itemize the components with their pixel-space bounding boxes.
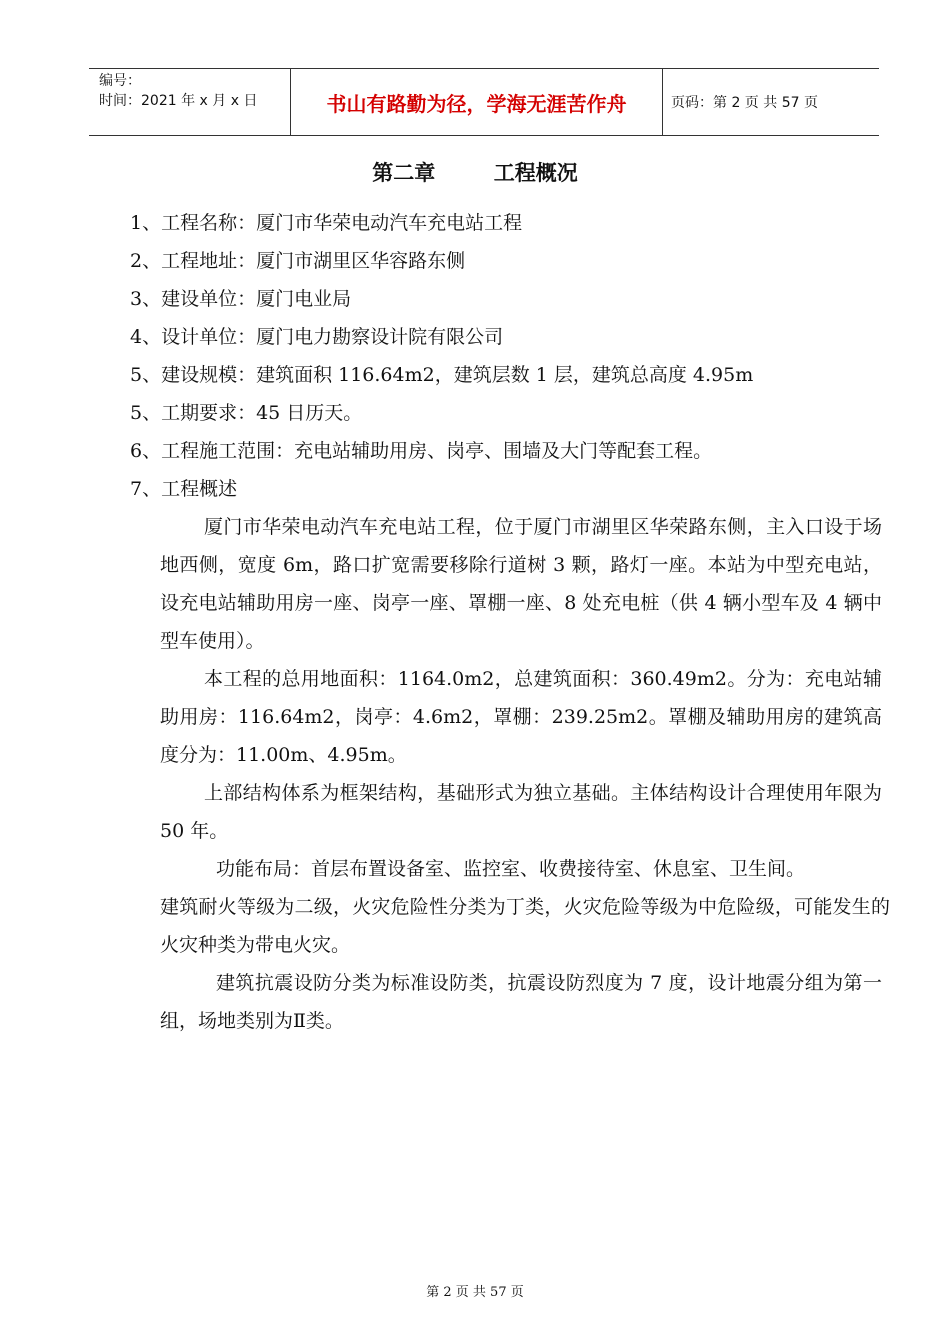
- page-header: [89, 68, 879, 136]
- list-item: 4、设计单位：厦门电力勘察设计院有限公司: [130, 326, 504, 348]
- time-label: 时间：2021 年 x 月 x 日: [99, 93, 258, 109]
- list-item: 6、工程施工范围：充电站辅助用房、岗亭、围墙及大门等配套工程。: [130, 440, 713, 462]
- header-page-info: 页码：第 2 页 共 57 页: [671, 95, 818, 111]
- list-item: 1、工程名称：厦门市华荣电动汽车充电站工程: [130, 212, 523, 234]
- header-meta: [89, 69, 291, 135]
- list-item: 5、工期要求：45 日历天。: [130, 402, 363, 424]
- list-item: 3、建设单位：厦门电业局: [130, 288, 352, 310]
- paragraph-layout: 功能布局：首层布置设备室、监控室、收费接待室、休息室、卫生间。: [216, 858, 806, 880]
- paragraph-seismic: 建筑抗震设防分类为标准设防类，抗震设防烈度为 7 度，设计地震分组为第一组，场地类别为Ⅱ类。: [160, 972, 882, 1032]
- page-footer: 第 2 页 共 57 页: [426, 1285, 524, 1300]
- header-motto: 书山有路勤为径，学海无涯苦作舟: [291, 69, 663, 135]
- paragraph-area: 本工程的总用地面积：1164.0m2，总建筑面积：360.49m2。分为：充电站辅助用房：116.64m2，岗亭：4.6m2，罩棚：239.25m2。罩棚及辅助用房的建筑高度分为：11.00m、4.95m。: [160, 668, 882, 766]
- paragraph-fire-rating: 建筑耐火等级为二级，火灾危险性分类为丁类，火灾危险等级为中危险级，可能发生的火灾种类为带电火灾。: [160, 896, 890, 956]
- chapter-title: 第二章 工程概况: [372, 161, 578, 185]
- number-label: 编号：: [99, 73, 141, 89]
- list-item: 2、工程地址：厦门市湖里区华容路东侧: [130, 250, 466, 272]
- list-item: 7、工程概述: [130, 478, 238, 500]
- paragraph-overview: 厦门市华荣电动汽车充电站工程，位于厦门市湖里区华荣路东侧，主入口设于场地西侧，宽度 6m，路口扩宽需要移除行道树 3 颗，路灯一座。本站为中型充电站，设充电站辅助用房一座、岗亭一座、罩棚一座、8 处充电桩（供 4 辆小型车及 4 辆中型车使用）。: [160, 516, 882, 652]
- list-item: 5、建设规模：建筑面积 116.64m2，建筑层数 1 层，建筑总高度 4.95m: [130, 364, 754, 386]
- paragraph-structure: 上部结构体系为框架结构，基础形式为独立基础。主体结构设计合理使用年限为 50 年。: [160, 782, 882, 842]
- document-body: [130, 204, 890, 1040]
